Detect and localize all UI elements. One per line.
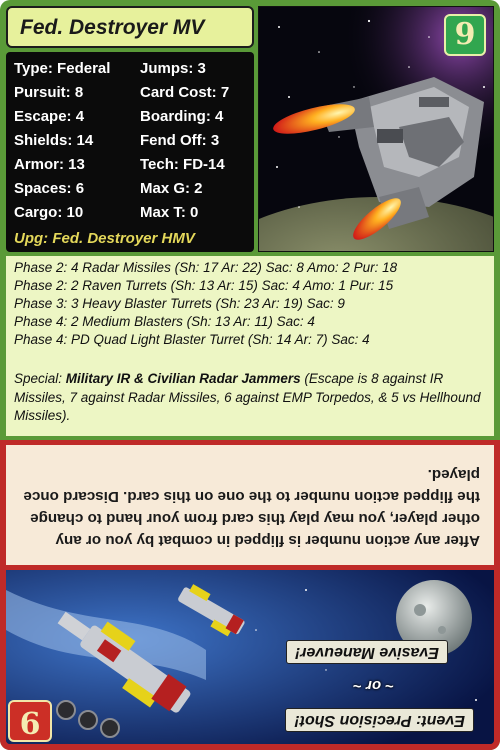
upgrade-label: Upg: Fed. Destroyer HMV bbox=[14, 230, 195, 247]
stat-type: Type: Federal bbox=[14, 60, 111, 77]
stat-card-cost: Card Cost: 7 bbox=[140, 84, 230, 101]
ship-name: Fed. Destroyer MV bbox=[20, 16, 205, 39]
event-labels bbox=[218, 570, 488, 742]
special-name: Military IR & Civilian Radar Jammers bbox=[65, 371, 301, 386]
stat-fend-off: Fend Off: 3 bbox=[140, 132, 220, 149]
weapons-panel bbox=[6, 256, 494, 436]
stat-tech: Tech: FD-14 bbox=[140, 156, 225, 173]
action-number-badge bbox=[444, 14, 486, 56]
special-text: (Escape is 8 against IR Missiles, 7 against Radar Missiles, 6 against EMP Torpedos, & 5 vs Hellhound Missiles). bbox=[14, 371, 481, 423]
event-number: 9 bbox=[19, 704, 41, 739]
event-number-badge bbox=[8, 700, 52, 742]
stats-panel bbox=[6, 52, 254, 252]
event-or-separator: ~ or ~ bbox=[353, 677, 394, 694]
stat-cargo: Cargo: 10 bbox=[14, 204, 84, 221]
phase-line: Phase 2: 2 Raven Turrets (Sh: 13 Ar: 15) Sac: 4 Amo: 1 Pur: 15 bbox=[14, 278, 394, 293]
event-description: After any action number is flipped in combat by you or any other player, you may play this card from your hand to change the flipped action number to the one on this card. Discard once played. bbox=[23, 466, 480, 549]
stat-armor: Armor: 13 bbox=[14, 156, 85, 173]
phase-line: Phase 3: 3 Heavy Blaster Turrets (Sh: 23 Ar: 19) Sac: 9 bbox=[14, 296, 345, 311]
ship-title-bar bbox=[6, 6, 254, 48]
phase-line: Phase 4: PD Quad Light Blaster Turret (Sh: 14 Ar: 7) Sac: 4 bbox=[14, 332, 370, 347]
stat-max-t: Max T: 0 bbox=[140, 204, 199, 221]
event-title-evasive-maneuver: Evasive Maneuver! bbox=[286, 640, 448, 664]
event-text-panel bbox=[6, 445, 494, 565]
stat-boarding: Boarding: 4 bbox=[140, 108, 224, 125]
special-label: Special: bbox=[14, 371, 66, 386]
stat-escape: Escape: 4 bbox=[14, 108, 85, 125]
special-ability bbox=[14, 370, 486, 426]
phase-line: Phase 2: 4 Radar Missiles (Sh: 17 Ar: 22) Sac: 8 Amo: 2 Pur: 18 bbox=[14, 260, 398, 275]
stat-spaces: Spaces: 6 bbox=[14, 180, 85, 197]
stat-max-g: Max G: 2 bbox=[140, 180, 203, 197]
stat-pursuit: Pursuit: 8 bbox=[14, 84, 84, 101]
stat-shields: Shields: 14 bbox=[14, 132, 94, 149]
stat-jumps: Jumps: 3 bbox=[140, 60, 206, 77]
action-number: 9 bbox=[454, 17, 476, 52]
event-title-precision-shot: Event: Precision Shot! bbox=[285, 708, 474, 732]
phase-line: Phase 4: 2 Medium Blasters (Sh: 13 Ar: 11) Sac: 4 bbox=[14, 314, 315, 329]
